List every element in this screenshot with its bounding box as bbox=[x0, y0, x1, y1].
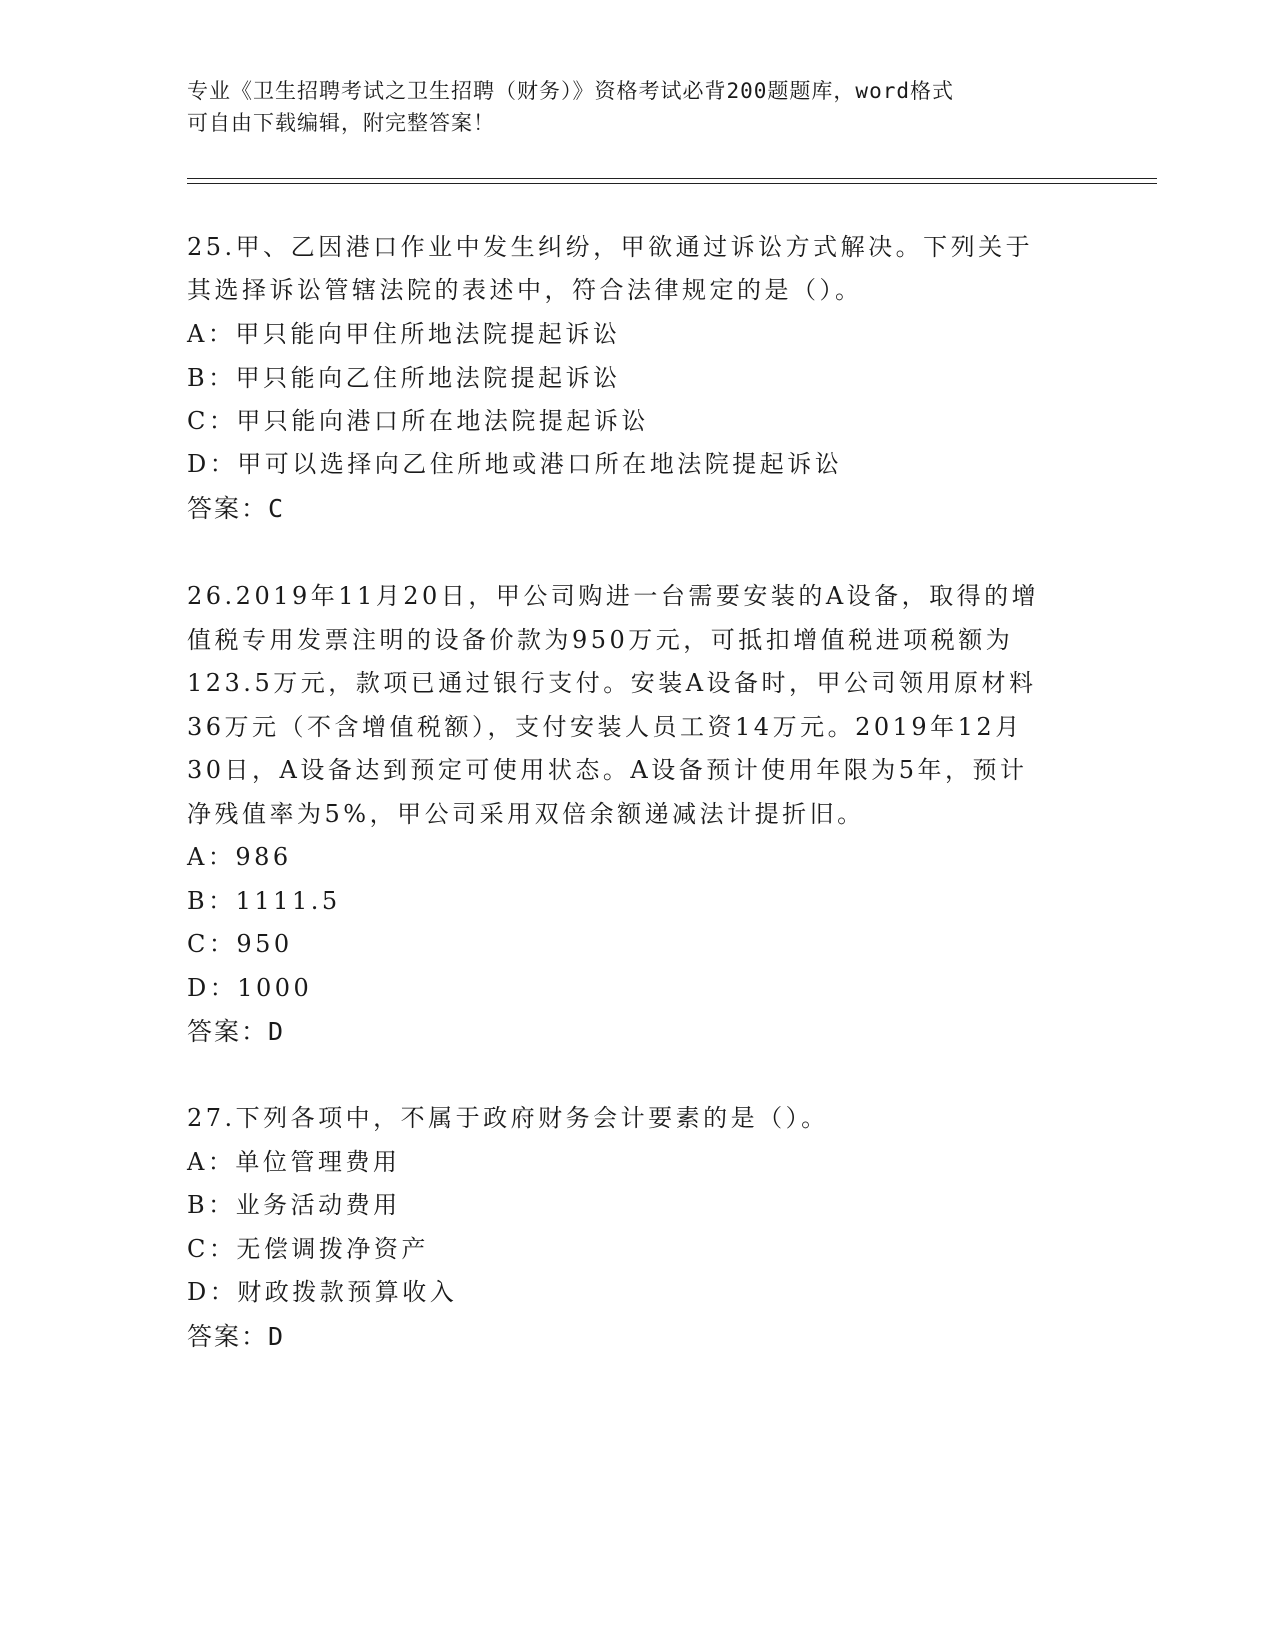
question-26-option-c: C：950 bbox=[187, 930, 293, 958]
question-27-option-a: A：单位管理费用 bbox=[187, 1148, 401, 1176]
question-26-text-line-4: 36万元（不含增值税额），支付安装人员工资14万元。2019年12月 bbox=[187, 713, 1023, 741]
question-25-option-c: C：甲只能向港口所在地法院提起诉讼 bbox=[187, 407, 649, 435]
question-26-option-d: D：1000 bbox=[187, 974, 313, 1002]
question-26-option-a: A：986 bbox=[187, 843, 292, 871]
question-26-answer: 答案：D bbox=[187, 1017, 286, 1046]
question-27-text-line-1: 27.下列各项中，不属于政府财务会计要素的是（）。 bbox=[187, 1104, 829, 1132]
question-26-text-line-3: 123.5万元，款项已通过银行支付。安装A设备时，甲公司领用原材料 bbox=[187, 669, 1037, 697]
question-25-text-line-2: 其选择诉讼管辖法院的表述中，符合法律规定的是（）。 bbox=[187, 276, 863, 304]
question-27-option-b: B：业务活动费用 bbox=[187, 1191, 401, 1219]
question-25-option-b: B：甲只能向乙住所地法院提起诉讼 bbox=[187, 364, 621, 392]
question-25-option-a: A：甲只能向甲住所地法院提起诉讼 bbox=[187, 320, 621, 348]
question-26-option-b: B：1111.5 bbox=[187, 887, 341, 915]
question-27-answer: 答案：D bbox=[187, 1322, 286, 1351]
header-rule-bottom bbox=[187, 183, 1157, 184]
question-25-text-line-1: 25.甲、乙因港口作业中发生纠纷，甲欲通过诉讼方式解决。下列关于 bbox=[187, 233, 1034, 261]
question-27-option-c: C：无偿调拨净资产 bbox=[187, 1235, 429, 1263]
question-25-option-d: D：甲可以选择向乙住所地或港口所在地法院提起诉讼 bbox=[187, 450, 843, 478]
header-rule-top bbox=[187, 178, 1157, 179]
header-title-line-1: 专业《卫生招聘考试之卫生招聘（财务）》资格考试必背200题题库，word格式 bbox=[187, 79, 954, 103]
question-26-text-line-2: 值税专用发票注明的设备价款为950万元，可抵扣增值税进项税额为 bbox=[187, 626, 1014, 654]
header-title-line-2: 可自由下载编辑，附完整答案！ bbox=[187, 111, 495, 135]
question-26-text-line-1: 26.2019年11月20日，甲公司购进一台需要安装的A设备，取得的增 bbox=[187, 582, 1040, 610]
question-27-option-d: D：财政拨款预算收入 bbox=[187, 1278, 458, 1306]
question-25-answer: 答案：C bbox=[187, 494, 286, 523]
question-26-text-line-6: 净残值率为5%，甲公司采用双倍余额递减法计提折旧。 bbox=[187, 800, 865, 828]
question-26-text-line-5: 30日，A设备达到预定可使用状态。A设备预计使用年限为5年，预计 bbox=[187, 756, 1028, 784]
